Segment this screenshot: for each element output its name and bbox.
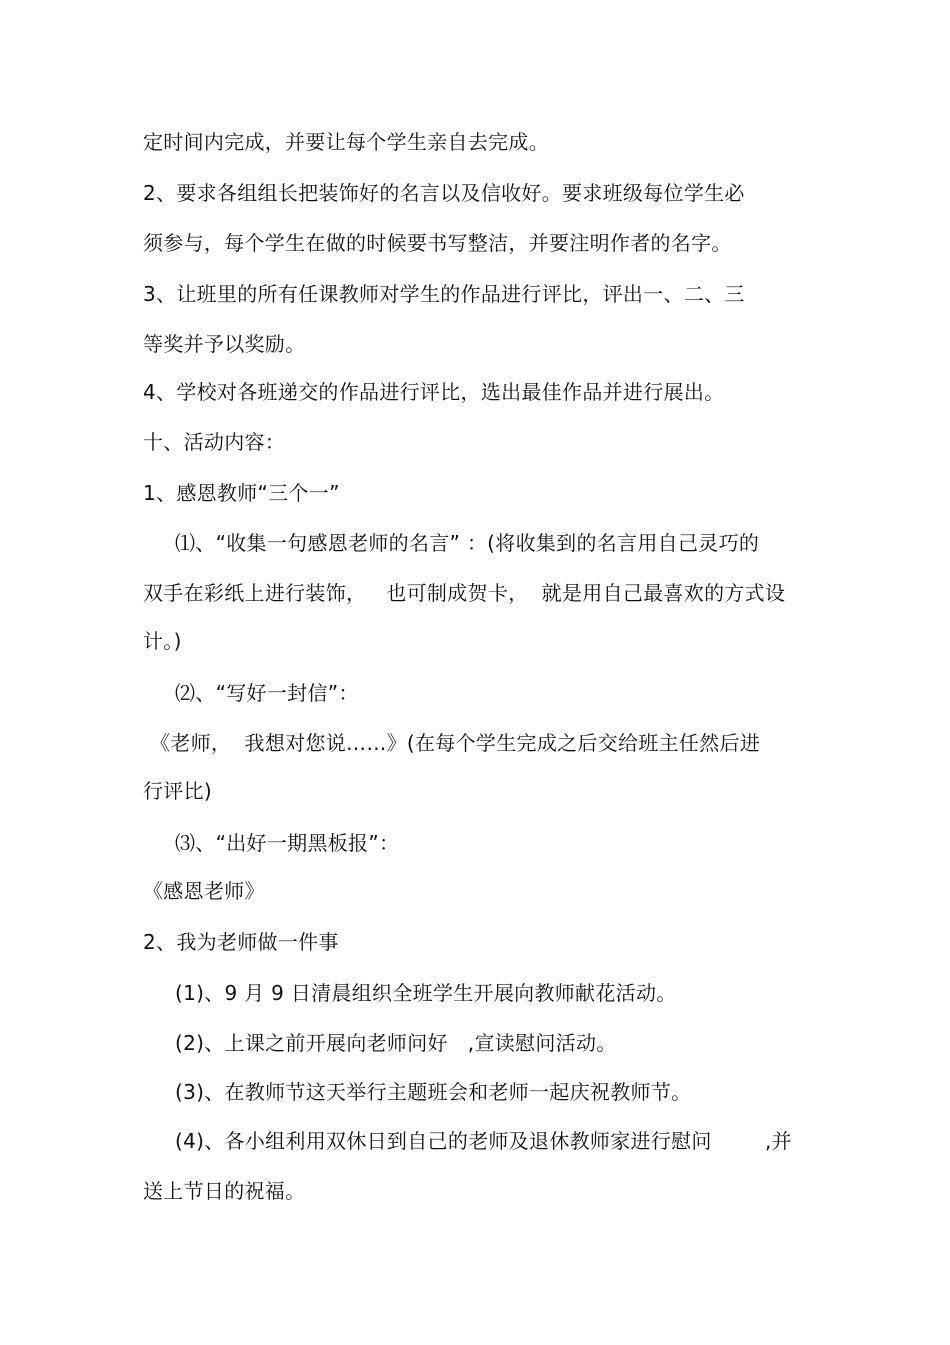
text-line: 送上节日的祝福。 [143, 1179, 306, 1203]
text-line: 等奖并予以奖励。 [143, 332, 306, 356]
text-line: 3、让班里的所有任课教师对学生的作品进行评比，评出一、二、三 [143, 282, 745, 306]
text-line: ⑴、“收集一句感恩老师的名言” ：(将收集到的名言用自己灵巧的 [175, 531, 760, 555]
text-line: 《老师， 我想对您说……》(在每个学生完成之后交给班主任然后进 [150, 731, 761, 755]
text-line: 《感恩老师》 [143, 879, 265, 903]
text-line: ⑵、“写好一封信”： [175, 681, 359, 705]
text-line: 2、我为老师做一件事 [143, 930, 339, 954]
text-line: 计。) [143, 629, 182, 653]
text-line: (2)、上课之前开展向老师问好 ,宣读慰问活动。 [175, 1031, 617, 1055]
text-line: 1、感恩教师“三个一” [143, 481, 340, 505]
text-line: 定时间内完成，并要让每个学生亲自去完成。 [143, 130, 549, 154]
text-line: 2、要求各组组长把装饰好的名言以及信收好。要求班级每位学生必 [143, 181, 745, 205]
section-heading: 十、活动内容： [143, 430, 286, 454]
text-line: (3)、在教师节这天举行主题班会和老师一起庆祝教师节。 [175, 1080, 692, 1104]
text-line: (1)、9 月 9 日清晨组织全班学生开展向教师献花活动。 [175, 981, 677, 1005]
text-line: 须参与，每个学生在做的时候要书写整洁，并要注明作者的名字。 [143, 231, 732, 255]
text-line: ⑶、“出好一期黑板报”： [175, 831, 400, 855]
text-line: (4)、各小组利用双休日到自己的老师及退休教师家进行慰问 ,并 [175, 1129, 792, 1153]
text-line: 双手在彩纸上进行装饰， 也可制成贺卡， 就是用自己最喜欢的方式设 [143, 581, 786, 605]
text-line: 行评比) [143, 779, 213, 803]
text-line: 4、学校对各班递交的作品进行评比，选出最佳作品并进行展出。 [143, 380, 725, 404]
